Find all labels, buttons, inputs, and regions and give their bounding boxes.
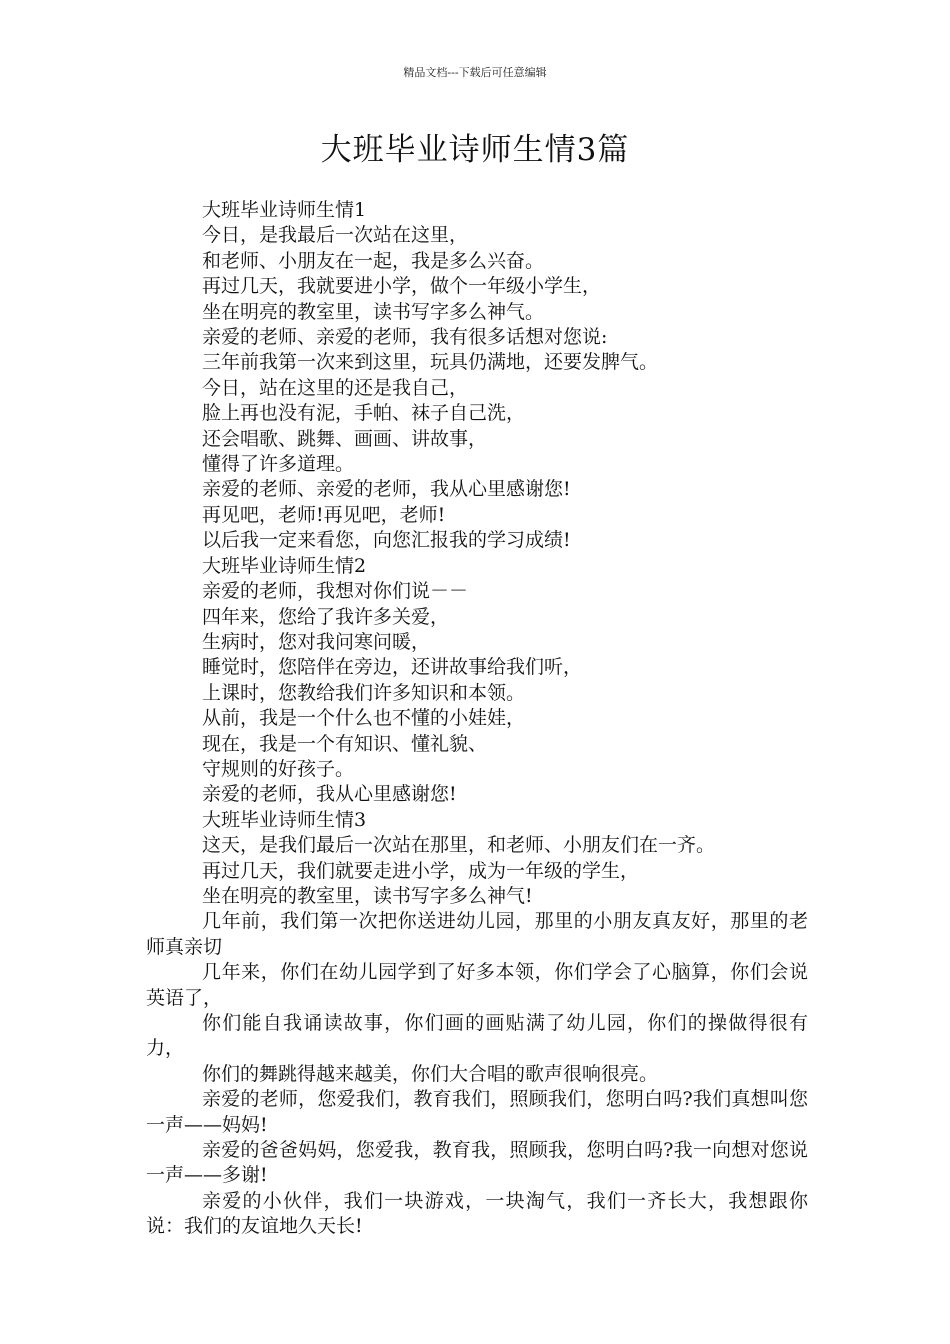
poem-line: 今日，是我最后一次站在这里， [202, 224, 469, 247]
poem-line: 坐在明亮的教室里，读书写字多么神气! [202, 884, 533, 907]
document-title: 大班毕业诗师生情3篇 [320, 132, 630, 168]
poem-line: 再见吧，老师!再见吧，老师! [202, 503, 446, 526]
poem-line: 亲爱的老师，我想对你们说－－ [202, 580, 469, 603]
poem-paragraph: 你们的舞跳得越来越美，你们大合唱的歌声很响很亮。 [202, 1062, 659, 1085]
poem-line: 睡觉时，您陪伴在旁边，还讲故事给我们听， [202, 656, 583, 679]
poem-line: 以后我一定来看您，向您汇报我的学习成绩! [202, 529, 571, 552]
poem-line: 再过几天，我就要进小学，做个一年级小学生， [202, 275, 602, 298]
section-heading: 大班毕业诗师生情1 [202, 199, 367, 221]
poem-line: 脸上再也没有泥，手帕、袜子自己洗， [202, 402, 526, 425]
poem-line: 上课时，您教给我们许多知识和本领。 [202, 681, 526, 704]
poem-paragraph: 你们能自我诵读故事，你们画的画贴满了幼儿园，你们的操做得很有力， [146, 1012, 808, 1060]
poem-line: 和老师、小朋友在一起，我是多么兴奋。 [202, 249, 545, 272]
poem-line: 今日，站在这里的还是我自己， [202, 376, 469, 399]
page-header: 精品文档---下载后可任意编辑 [403, 66, 547, 79]
poem-line: 再过几天，我们就要走进小学，成为一年级的学生， [202, 859, 640, 882]
poem-line: 亲爱的老师、亲爱的老师，我有很多话想对您说: [202, 326, 608, 349]
poem-paragraph: 亲爱的爸爸妈妈，您爱我，教育我，照顾我，您明白吗?我一向想对您说一声——多谢! [146, 1139, 808, 1187]
poem-paragraph: 亲爱的小伙伴，我们一块游戏，一块淘气，我们一齐长大，我想跟你说：我们的友谊地久天长! [146, 1189, 808, 1238]
poem-line: 从前，我是一个什么也不懂的小娃娃， [202, 707, 526, 730]
poem-line: 懂得了许多道理。 [202, 453, 355, 476]
poem-line: 守规则的好孩子。 [202, 757, 355, 780]
poem-line: 现在，我是一个有知识、懂礼貌、 [202, 732, 488, 755]
document-body [146, 198, 808, 1240]
poem-line: 生病时，您对我问寒问暖， [202, 630, 431, 653]
poem-paragraph: 几年前，我们第一次把你送进幼儿园，那里的小朋友真友好，那里的老师真亲切 [146, 910, 808, 958]
poem-line: 亲爱的老师、亲爱的老师，我从心里感谢您! [202, 478, 571, 501]
poem-line: 四年来，您给了我许多关爱， [202, 605, 450, 628]
poem-line: 还会唱歌、跳舞、画画、讲故事， [202, 427, 488, 450]
section-heading: 大班毕业诗师生情2 [202, 554, 367, 577]
poem-line: 坐在明亮的教室里，读书写字多么神气。 [202, 300, 545, 323]
poem-line: 这天，是我们最后一次站在那里，和老师、小朋友们在一齐。 [202, 834, 716, 857]
poem-paragraph: 亲爱的老师，您爱我们，教育我们，照顾我们，您明白吗?我们真想叫您一声——妈妈! [146, 1088, 808, 1136]
poem-paragraph: 几年来，你们在幼儿园学到了好多本领，你们学会了心脑算，你们会说英语了， [146, 961, 808, 1009]
poem-line: 亲爱的老师，我从心里感谢您! [202, 783, 457, 806]
section-heading: 大班毕业诗师生情3 [202, 808, 367, 831]
poem-line: 三年前我第一次来到这里，玩具仍满地，还要发脾气。 [202, 351, 659, 374]
